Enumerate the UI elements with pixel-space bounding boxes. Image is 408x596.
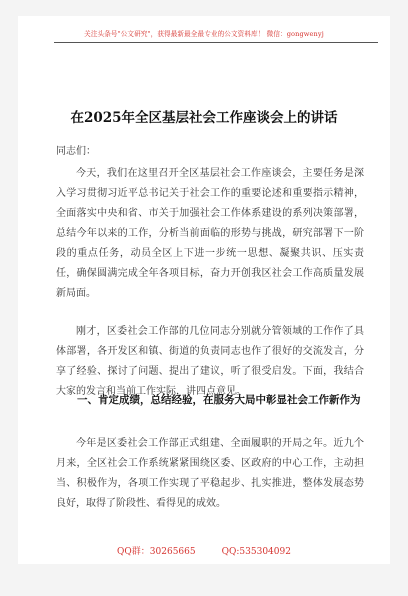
footer-qq: QQ:535304092	[221, 547, 291, 557]
section-paragraph: 今年是区委社会工作部正式组建、全面履职的开局之年。近九个月来，全区社会工作系统紧紧围绕区委、区政府的中心工作，主动担当、积极作为，各项工作实现了平稳起步、扎实推进，整体发展态势良好，取得了阶段性、看得见的成效。	[56, 438, 364, 509]
header-divider	[54, 42, 378, 43]
paragraph-1: 今天，我们在这里召开全区基层社会工作座谈会，主要任务是深入学习贯彻习近平总书记关于社会工作的重要论述和重要指示精神，全面落实中央和省、市关于加强社会工作体系建设的系列决策部署，总结今年以来的工作，分析当前面临的形势与挑战，研究部署下一阶段的重点任务，动员全区上下进一步统一思想、凝聚共识、压实责任，确保圆满完成全年各项目标，奋力开创我区社会工作高质量发展新局面。	[56, 168, 364, 299]
section-heading: 一、肯定成绩，总结经验，在服务大局中彰显社会工作新作为	[77, 394, 361, 406]
footer-qq-group: QQ群：30265665	[117, 547, 196, 557]
footer-contact	[18, 544, 390, 557]
salutation: 同志们：	[56, 146, 96, 157]
header-banner: 关注头条号"公文研究"，获得最新最全最专业的公文资料库！ 微信：gongwenyj	[84, 30, 324, 38]
document-page	[18, 16, 390, 564]
document-title: 在2025年全区基层社会工作座谈会上的讲话	[70, 110, 338, 126]
paragraph-2: 刚才，区委社会工作部的几位同志分别就分管领域的工作作了具体部署，各开发区和镇、街道的负责同志也作了很好的交流发言，分享了经验、探讨了问题、提出了建议，听了很受启发。下面，我结合大家的发言和当前工作实际，讲四点意见。	[56, 326, 364, 397]
